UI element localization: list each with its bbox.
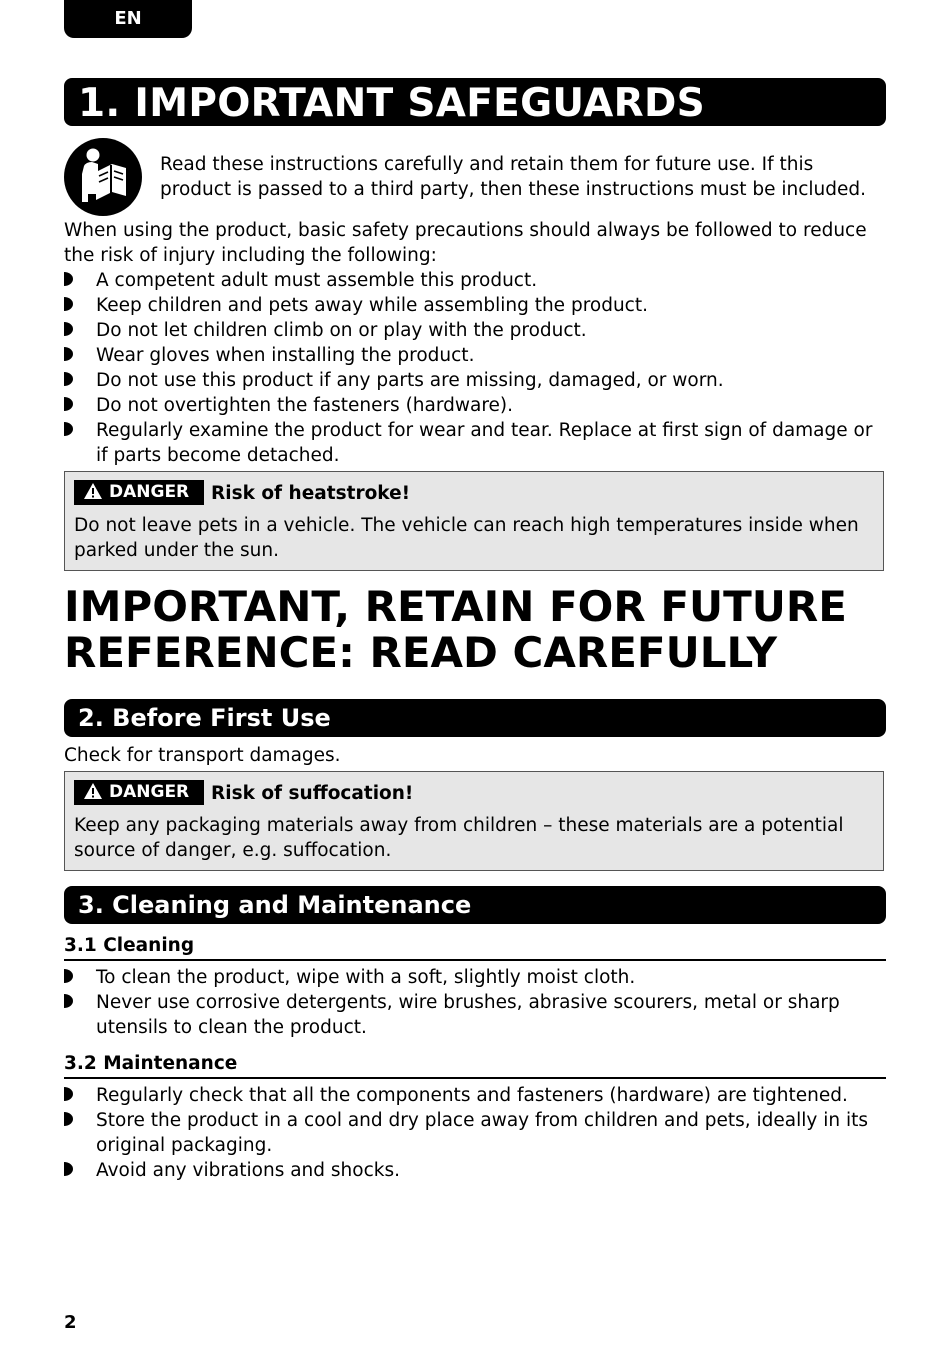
section-3-title: 3. Cleaning and Maintenance	[78, 891, 472, 919]
cleaning-subheading: 3.1 Cleaning	[64, 933, 886, 961]
bullet-icon	[64, 318, 76, 343]
maintenance-subheading: 3.2 Maintenance	[64, 1051, 886, 1079]
warning-triangle-icon	[83, 480, 103, 505]
bullet-icon	[64, 368, 76, 393]
danger-label: DANGER	[74, 480, 204, 505]
page-number: 2	[64, 1312, 77, 1333]
safety-bullet-list	[64, 268, 886, 468]
bullet-icon	[64, 293, 76, 318]
list-item: A competent adult must assemble this product.	[64, 268, 886, 293]
bullet-icon	[64, 990, 76, 1015]
section-2-title: 2. Before First Use	[78, 704, 331, 732]
danger-title: Risk of suffocation!	[211, 783, 414, 804]
read-manual-icon	[64, 138, 142, 216]
safety-lead-text: When using the product, basic safety precautions should always be followed to reduce the risk of injury including the following:	[64, 220, 867, 266]
list-item: Never use corrosive detergents, wire brushes, abrasive scourers, metal or sharp utensils to clean the product.	[64, 990, 886, 1040]
danger-body: Keep any packaging materials away from children – these materials are a potential source of danger, e.g. suffocation.	[74, 815, 844, 861]
section-1-heading-bar	[64, 78, 886, 126]
bullet-icon	[64, 393, 76, 418]
list-item: Regularly check that all the components and fasteners (hardware) are tightened.	[64, 1083, 886, 1108]
danger-box-heatstroke	[64, 471, 884, 571]
list-item: Do not let children climb on or play with the product.	[64, 318, 886, 343]
danger-box-suffocation	[64, 771, 884, 871]
warning-triangle-icon	[83, 780, 103, 805]
danger-body: Do not leave pets in a vehicle. The vehicle can reach high temperatures inside when parked under the sun.	[74, 515, 859, 561]
bullet-icon	[64, 418, 76, 443]
intro-text: Read these instructions carefully and retain them for future use. If this product is passed to a third party, then these instructions must be included.	[160, 154, 867, 200]
maintenance-bullet-list	[64, 1083, 886, 1183]
bullet-icon	[64, 1083, 76, 1108]
list-item: Wear gloves when installing the product.	[64, 343, 886, 368]
bullet-icon	[64, 1158, 76, 1183]
list-item: Do not overtighten the fasteners (hardware).	[64, 393, 886, 418]
list-item: Regularly examine the product for wear and tear. Replace at first sign of damage or if parts become detached.	[64, 418, 886, 468]
list-item: Store the product in a cool and dry place away from children and pets, ideally in its original packaging.	[64, 1108, 886, 1158]
list-item: Avoid any vibrations and shocks.	[64, 1158, 886, 1183]
list-item: To clean the product, wipe with a soft, slightly moist cloth.	[64, 965, 886, 990]
retain-heading: IMPORTANT, RETAIN FOR FUTURE REFERENCE: READ CAREFULLY	[64, 582, 847, 677]
section-1-title: 1. IMPORTANT SAFEGUARDS	[78, 81, 706, 126]
danger-label: DANGER	[74, 780, 204, 805]
list-item: Keep children and pets away while assembling the product.	[64, 293, 886, 318]
bullet-icon	[64, 268, 76, 293]
bullet-icon	[64, 1108, 76, 1133]
cleaning-bullet-list	[64, 965, 886, 1040]
transport-check-text: Check for transport damages.	[64, 745, 341, 766]
danger-title: Risk of heatstroke!	[211, 483, 411, 504]
bullet-icon	[64, 965, 76, 990]
section-2-heading-bar	[64, 699, 886, 737]
language-tab: EN	[64, 0, 192, 38]
bullet-icon	[64, 343, 76, 368]
list-item: Do not use this product if any parts are missing, damaged, or worn.	[64, 368, 886, 393]
section-3-heading-bar	[64, 886, 886, 924]
